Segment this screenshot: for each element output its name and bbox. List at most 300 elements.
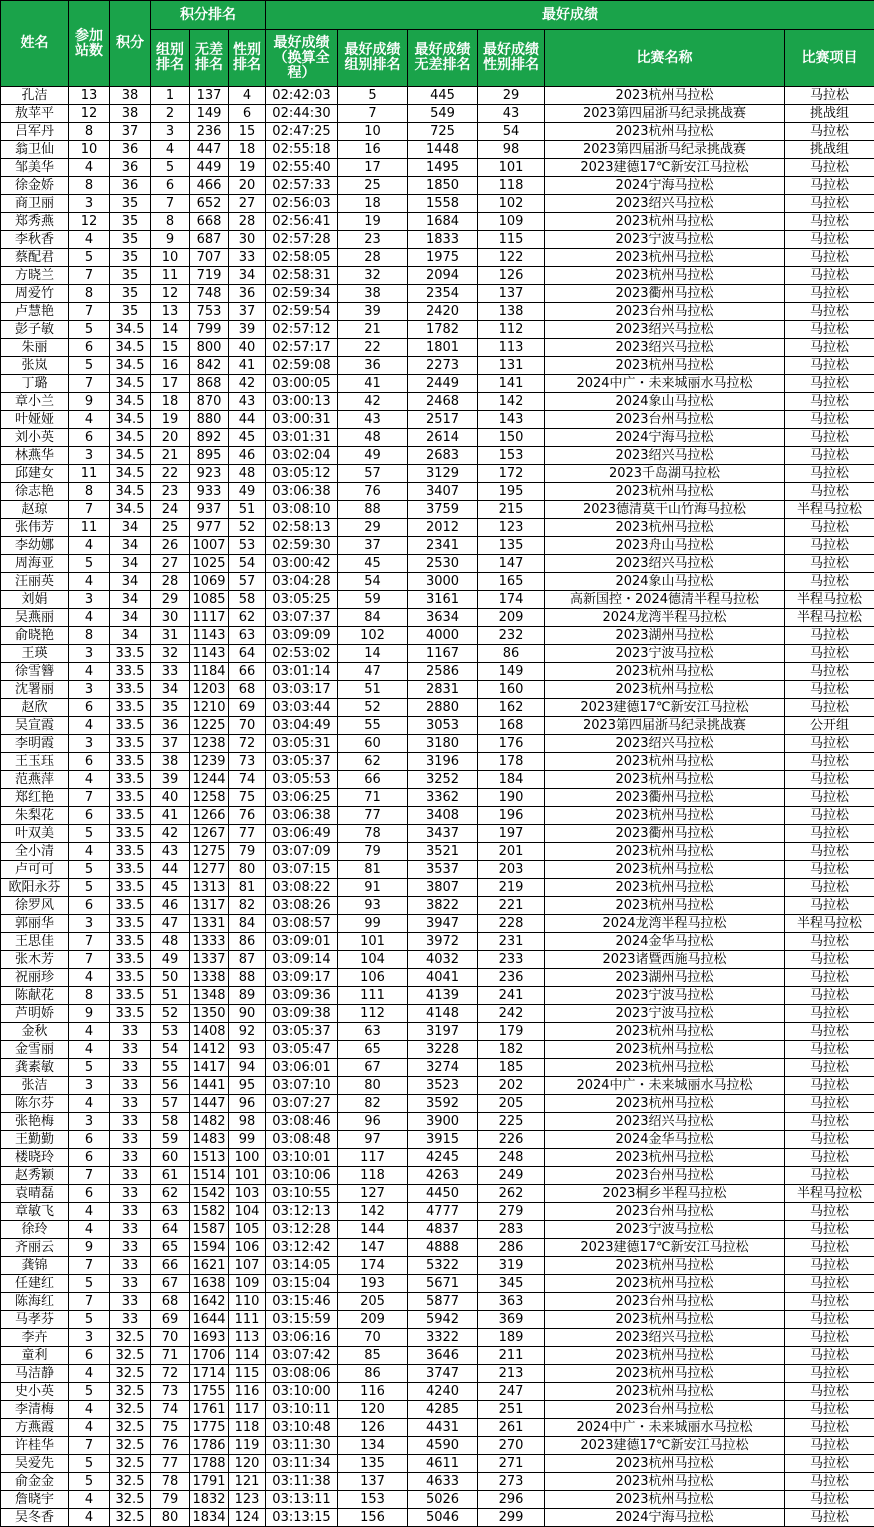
cell-nodiff-rank: 1267 [190,825,229,843]
table-row [1,1059,874,1077]
cell-name: 任建红 [1,1275,69,1293]
cell-race-item: 马拉松 [785,1023,874,1041]
cell-race-item: 马拉松 [785,465,874,483]
cell-points: 33.5 [110,645,151,663]
cell-best-group-rank: 127 [338,1185,408,1203]
header-points: 积分 [110,1,151,87]
cell-best-nodiff-rank: 2517 [408,411,478,429]
cell-best-nodiff-rank: 2341 [408,537,478,555]
cell-name: 李明霞 [1,735,69,753]
cell-best-time: 03:10:55 [266,1185,338,1203]
cell-best-group-rank: 29 [338,519,408,537]
cell-best-gender-rank: 182 [478,1041,545,1059]
cell-race-name: 2023建德17℃新安江马拉松 [545,699,785,717]
cell-nodiff-rank: 1338 [190,969,229,987]
cell-name: 章小兰 [1,393,69,411]
cell-best-group-rank: 135 [338,1455,408,1473]
table-row [1,771,874,789]
cell-points: 32.5 [110,1455,151,1473]
cell-gender-rank: 54 [229,555,266,573]
cell-best-gender-rank: 195 [478,483,545,501]
cell-race-name: 2023建德17℃新安江马拉松 [545,1437,785,1455]
cell-best-time: 03:11:30 [266,1437,338,1455]
cell-best-gender-rank: 369 [478,1311,545,1329]
cell-race-name: 2023宁波马拉松 [545,987,785,1005]
cell-race-item: 马拉松 [785,1041,874,1059]
cell-nodiff-rank: 1594 [190,1239,229,1257]
cell-stations: 5 [69,1275,110,1293]
table-row [1,303,874,321]
cell-nodiff-rank: 870 [190,393,229,411]
cell-best-group-rank: 36 [338,357,408,375]
cell-race-item: 马拉松 [785,573,874,591]
cell-best-time: 03:12:42 [266,1239,338,1257]
cell-race-name: 2023宁波马拉松 [545,231,785,249]
cell-nodiff-rank: 1275 [190,843,229,861]
cell-race-name: 2023杭州马拉松 [545,1041,785,1059]
cell-best-group-rank: 52 [338,699,408,717]
table-row [1,987,874,1005]
cell-race-item: 马拉松 [785,789,874,807]
cell-best-time: 03:10:01 [266,1149,338,1167]
header-points-rank: 积分排名 [151,1,266,30]
cell-race-item: 马拉松 [785,1275,874,1293]
cell-stations: 3 [69,447,110,465]
cell-race-item: 马拉松 [785,825,874,843]
cell-best-nodiff-rank: 3634 [408,609,478,627]
cell-name: 马孝芬 [1,1311,69,1329]
cell-stations: 8 [69,123,110,141]
table-row [1,609,874,627]
cell-best-gender-rank: 143 [478,411,545,429]
cell-group-rank: 33 [151,663,190,681]
cell-best-nodiff-rank: 3000 [408,573,478,591]
cell-race-item: 马拉松 [785,537,874,555]
cell-points: 33.5 [110,663,151,681]
cell-race-item: 半程马拉松 [785,609,874,627]
cell-name: 翁卫仙 [1,141,69,159]
cell-race-name: 2024龙湾半程马拉松 [545,609,785,627]
cell-best-gender-rank: 242 [478,1005,545,1023]
cell-race-item: 马拉松 [785,1437,874,1455]
cell-gender-rank: 124 [229,1509,266,1527]
cell-stations: 10 [69,141,110,159]
cell-nodiff-rank: 449 [190,159,229,177]
cell-group-rank: 71 [151,1347,190,1365]
cell-best-group-rank: 93 [338,897,408,915]
table-row [1,375,874,393]
cell-stations: 7 [69,303,110,321]
cell-best-group-rank: 62 [338,753,408,771]
table-row [1,483,874,501]
cell-best-nodiff-rank: 1833 [408,231,478,249]
cell-group-rank: 77 [151,1455,190,1473]
cell-best-gender-rank: 219 [478,879,545,897]
cell-best-nodiff-rank: 3747 [408,1365,478,1383]
cell-best-nodiff-rank: 4633 [408,1473,478,1491]
cell-race-item: 马拉松 [785,1329,874,1347]
cell-race-item: 半程马拉松 [785,915,874,933]
cell-stations: 8 [69,483,110,501]
cell-points: 33 [110,1239,151,1257]
cell-group-rank: 13 [151,303,190,321]
cell-gender-rank: 121 [229,1473,266,1491]
cell-best-time: 03:09:36 [266,987,338,1005]
cell-gender-rank: 70 [229,717,266,735]
cell-stations: 3 [69,1077,110,1095]
cell-race-item: 马拉松 [785,771,874,789]
cell-race-name: 2023诸暨西施马拉松 [545,951,785,969]
cell-group-rank: 62 [151,1185,190,1203]
cell-best-gender-rank: 179 [478,1023,545,1041]
cell-best-nodiff-rank: 3228 [408,1041,478,1059]
cell-race-item: 马拉松 [785,699,874,717]
cell-best-group-rank: 102 [338,627,408,645]
table-row [1,627,874,645]
cell-best-gender-rank: 286 [478,1239,545,1257]
cell-best-time: 03:06:16 [266,1329,338,1347]
cell-race-name: 2023绍兴马拉松 [545,195,785,213]
cell-name: 徐玲 [1,1221,69,1239]
cell-nodiff-rank: 1350 [190,1005,229,1023]
cell-best-group-rank: 116 [338,1383,408,1401]
cell-race-name: 2023建德17℃新安江马拉松 [545,1239,785,1257]
cell-best-group-rank: 22 [338,339,408,357]
table-row [1,321,874,339]
cell-name: 赵琼 [1,501,69,519]
cell-best-time: 02:59:30 [266,537,338,555]
cell-group-rank: 17 [151,375,190,393]
cell-name: 张木芳 [1,951,69,969]
cell-stations: 6 [69,897,110,915]
cell-group-rank: 56 [151,1077,190,1095]
cell-best-time: 02:55:18 [266,141,338,159]
cell-best-gender-rank: 196 [478,807,545,825]
cell-group-rank: 70 [151,1329,190,1347]
cell-best-time: 03:08:26 [266,897,338,915]
cell-name: 孔洁 [1,87,69,105]
cell-nodiff-rank: 1642 [190,1293,229,1311]
cell-race-item: 半程马拉松 [785,591,874,609]
cell-best-time: 03:07:15 [266,861,338,879]
cell-race-name: 2023杭州马拉松 [545,897,785,915]
cell-nodiff-rank: 880 [190,411,229,429]
cell-best-group-rank: 117 [338,1149,408,1167]
cell-stations: 13 [69,87,110,105]
cell-name: 范燕萍 [1,771,69,789]
cell-best-nodiff-rank: 1684 [408,213,478,231]
cell-points: 32.5 [110,1437,151,1455]
cell-stations: 4 [69,969,110,987]
cell-race-item: 马拉松 [785,429,874,447]
cell-name: 袁晴磊 [1,1185,69,1203]
cell-best-nodiff-rank: 1558 [408,195,478,213]
cell-group-rank: 54 [151,1041,190,1059]
cell-best-gender-rank: 118 [478,177,545,195]
cell-points: 33.5 [110,753,151,771]
cell-group-rank: 40 [151,789,190,807]
cell-best-nodiff-rank: 2530 [408,555,478,573]
cell-best-group-rank: 51 [338,681,408,699]
cell-points: 32.5 [110,1329,151,1347]
cell-best-group-rank: 79 [338,843,408,861]
cell-group-rank: 55 [151,1059,190,1077]
cell-nodiff-rank: 447 [190,141,229,159]
cell-best-gender-rank: 201 [478,843,545,861]
cell-group-rank: 44 [151,861,190,879]
cell-best-time: 03:13:11 [266,1491,338,1509]
cell-race-item: 马拉松 [785,321,874,339]
table-row [1,141,874,159]
cell-stations: 4 [69,663,110,681]
cell-best-nodiff-rank: 3053 [408,717,478,735]
table-row [1,1293,874,1311]
cell-best-group-rank: 78 [338,825,408,843]
cell-race-item: 马拉松 [785,897,874,915]
cell-nodiff-rank: 1788 [190,1455,229,1473]
cell-best-time: 03:05:12 [266,465,338,483]
cell-name: 全小清 [1,843,69,861]
cell-best-gender-rank: 178 [478,753,545,771]
cell-best-group-rank: 19 [338,213,408,231]
cell-best-group-rank: 10 [338,123,408,141]
cell-race-item: 马拉松 [785,987,874,1005]
cell-best-gender-rank: 247 [478,1383,545,1401]
cell-race-name: 2023杭州马拉松 [545,483,785,501]
cell-group-rank: 79 [151,1491,190,1509]
cell-name: 芦明娇 [1,1005,69,1023]
cell-race-item: 马拉松 [785,339,874,357]
cell-best-gender-rank: 248 [478,1149,545,1167]
cell-points: 33 [110,1293,151,1311]
cell-best-nodiff-rank: 3521 [408,843,478,861]
cell-name: 金雪丽 [1,1041,69,1059]
cell-race-name: 2024宁海马拉松 [545,1509,785,1527]
table-row [1,825,874,843]
cell-points: 35 [110,249,151,267]
cell-best-time: 03:00:42 [266,555,338,573]
cell-best-time: 03:08:22 [266,879,338,897]
cell-best-group-rank: 18 [338,195,408,213]
cell-nodiff-rank: 800 [190,339,229,357]
cell-race-item: 马拉松 [785,1203,874,1221]
cell-best-time: 03:11:38 [266,1473,338,1491]
cell-best-group-rank: 120 [338,1401,408,1419]
table-row [1,1365,874,1383]
header-name: 姓名 [1,1,69,87]
cell-name: 朱梨花 [1,807,69,825]
cell-points: 34.5 [110,375,151,393]
cell-nodiff-rank: 1239 [190,753,229,771]
cell-race-item: 马拉松 [785,519,874,537]
cell-nodiff-rank: 1331 [190,915,229,933]
cell-group-rank: 67 [151,1275,190,1293]
cell-name: 史小英 [1,1383,69,1401]
cell-group-rank: 50 [151,969,190,987]
cell-nodiff-rank: 1832 [190,1491,229,1509]
cell-stations: 5 [69,357,110,375]
cell-nodiff-rank: 892 [190,429,229,447]
cell-race-name: 2023杭州马拉松 [545,87,785,105]
table-row [1,285,874,303]
table-row [1,735,874,753]
cell-best-group-rank: 28 [338,249,408,267]
cell-best-time: 03:08:57 [266,915,338,933]
cell-race-item: 马拉松 [785,645,874,663]
cell-best-nodiff-rank: 4000 [408,627,478,645]
cell-name: 徐雪簪 [1,663,69,681]
cell-best-gender-rank: 102 [478,195,545,213]
cell-best-gender-rank: 233 [478,951,545,969]
cell-gender-rank: 81 [229,879,266,897]
cell-group-rank: 11 [151,267,190,285]
cell-gender-rank: 74 [229,771,266,789]
cell-group-rank: 20 [151,429,190,447]
table-row [1,969,874,987]
cell-points: 34.5 [110,339,151,357]
cell-best-time: 02:59:34 [266,285,338,303]
cell-best-gender-rank: 283 [478,1221,545,1239]
cell-race-name: 2023杭州马拉松 [545,1059,785,1077]
cell-stations: 4 [69,1365,110,1383]
cell-best-nodiff-rank: 2012 [408,519,478,537]
cell-group-rank: 74 [151,1401,190,1419]
cell-group-rank: 30 [151,609,190,627]
cell-points: 34.5 [110,321,151,339]
cell-best-time: 03:07:10 [266,1077,338,1095]
cell-best-group-rank: 209 [338,1311,408,1329]
cell-points: 33.5 [110,933,151,951]
cell-points: 35 [110,267,151,285]
cell-best-gender-rank: 101 [478,159,545,177]
cell-race-item: 马拉松 [785,285,874,303]
cell-stations: 6 [69,1149,110,1167]
cell-name: 李秋香 [1,231,69,249]
cell-best-nodiff-rank: 2831 [408,681,478,699]
cell-race-item: 马拉松 [785,969,874,987]
cell-race-name: 2023台州马拉松 [545,411,785,429]
cell-best-nodiff-rank: 3592 [408,1095,478,1113]
cell-best-nodiff-rank: 4148 [408,1005,478,1023]
cell-gender-rank: 103 [229,1185,266,1203]
cell-nodiff-rank: 1587 [190,1221,229,1239]
cell-best-time: 02:47:25 [266,123,338,141]
cell-gender-rank: 88 [229,969,266,987]
cell-points: 33 [110,1221,151,1239]
cell-name: 郭丽华 [1,915,69,933]
table-row [1,195,874,213]
cell-race-item: 马拉松 [785,123,874,141]
cell-best-gender-rank: 138 [478,303,545,321]
cell-best-nodiff-rank: 3196 [408,753,478,771]
cell-nodiff-rank: 1786 [190,1437,229,1455]
cell-race-name: 2023绍兴马拉松 [545,339,785,357]
cell-name: 丁璐 [1,375,69,393]
cell-points: 34.5 [110,465,151,483]
cell-points: 35 [110,303,151,321]
cell-gender-rank: 111 [229,1311,266,1329]
table-row [1,501,874,519]
cell-stations: 9 [69,1239,110,1257]
cell-best-nodiff-rank: 3822 [408,897,478,915]
cell-group-rank: 47 [151,915,190,933]
header-best-time: 最好成绩（换算全程） [266,30,338,87]
cell-name: 马洁静 [1,1365,69,1383]
cell-best-nodiff-rank: 1782 [408,321,478,339]
cell-nodiff-rank: 933 [190,483,229,501]
cell-race-item: 半程马拉松 [785,501,874,519]
cell-stations: 12 [69,105,110,123]
cell-best-nodiff-rank: 1850 [408,177,478,195]
cell-points: 35 [110,195,151,213]
cell-group-rank: 37 [151,735,190,753]
cell-points: 35 [110,213,151,231]
cell-race-item: 马拉松 [785,1293,874,1311]
cell-points: 33.5 [110,789,151,807]
cell-group-rank: 41 [151,807,190,825]
cell-best-group-rank: 126 [338,1419,408,1437]
cell-points: 33 [110,1167,151,1185]
cell-nodiff-rank: 1514 [190,1167,229,1185]
cell-name: 李幼娜 [1,537,69,555]
cell-race-item: 马拉松 [785,1005,874,1023]
cell-best-gender-rank: 126 [478,267,545,285]
cell-best-gender-rank: 109 [478,213,545,231]
table-row [1,915,874,933]
cell-best-gender-rank: 172 [478,465,545,483]
cell-group-rank: 68 [151,1293,190,1311]
cell-best-group-rank: 84 [338,609,408,627]
cell-best-group-rank: 82 [338,1095,408,1113]
table-row [1,339,874,357]
cell-best-gender-rank: 251 [478,1401,545,1419]
cell-best-group-rank: 41 [338,375,408,393]
cell-best-group-rank: 205 [338,1293,408,1311]
cell-stations: 8 [69,987,110,1005]
cell-best-group-rank: 96 [338,1113,408,1131]
cell-race-name: 2023杭州马拉松 [545,771,785,789]
cell-race-item: 马拉松 [785,1509,874,1527]
cell-gender-rank: 89 [229,987,266,1005]
cell-best-time: 02:58:05 [266,249,338,267]
cell-race-name: 2023杭州马拉松 [545,681,785,699]
cell-race-name: 2023杭州马拉松 [545,249,785,267]
cell-race-name: 2023台州马拉松 [545,1167,785,1185]
cell-stations: 3 [69,645,110,663]
cell-name: 张伟芳 [1,519,69,537]
cell-points: 32.5 [110,1383,151,1401]
cell-race-item: 马拉松 [785,1383,874,1401]
cell-points: 33 [110,1311,151,1329]
cell-race-item: 马拉松 [785,1419,874,1437]
cell-stations: 5 [69,321,110,339]
cell-group-rank: 7 [151,195,190,213]
cell-name: 周爱竹 [1,285,69,303]
cell-best-nodiff-rank: 3972 [408,933,478,951]
cell-gender-rank: 19 [229,159,266,177]
cell-gender-rank: 86 [229,933,266,951]
cell-stations: 5 [69,1383,110,1401]
cell-best-gender-rank: 176 [478,735,545,753]
cell-best-gender-rank: 185 [478,1059,545,1077]
table-row [1,1275,874,1293]
cell-points: 33 [110,1095,151,1113]
cell-stations: 5 [69,861,110,879]
cell-name: 敖苹平 [1,105,69,123]
cell-points: 33.5 [110,717,151,735]
cell-nodiff-rank: 1542 [190,1185,229,1203]
cell-group-rank: 61 [151,1167,190,1185]
